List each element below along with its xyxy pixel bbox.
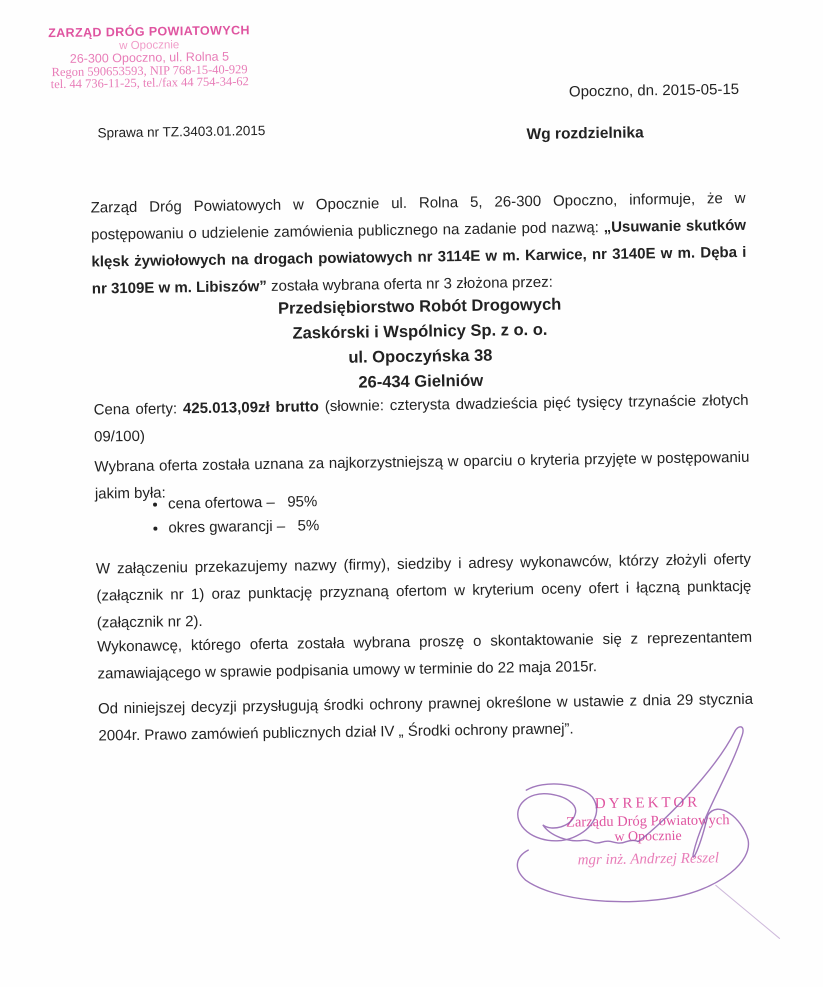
intro-tail-text: została wybrana oferta nr 3 złożona przez: bbox=[266, 273, 553, 295]
date-line: Opoczno, dn. 2015-05-15 bbox=[568, 80, 740, 101]
signature-loop-stroke bbox=[515, 727, 749, 904]
criteria-item-price: • cena ofertowa – 95% bbox=[168, 490, 319, 515]
director-org: Zarządu Dróg Powiatowych bbox=[565, 812, 730, 831]
director-name: mgr inż. Andrzej Reszel bbox=[577, 850, 720, 869]
director-city: w Opocznie bbox=[614, 828, 682, 845]
paragraph-price bbox=[93, 387, 749, 451]
addressee-line: Wg rozdzielnika bbox=[526, 124, 644, 144]
criteria-item-warranty: • okres gwarancji – 5% bbox=[168, 514, 319, 539]
project-title-bold: „Usuwanie skutków klęsk żywiołowych na drogach powiatowych nr 3114E w m. Karwice, nr 3140E w m. Dęba i nr 3109E w m. Libiszów” bbox=[91, 216, 747, 298]
director-title: DYREKTOR bbox=[594, 794, 701, 813]
intro-regular-text: Zarząd Dróg Powiatowych w Opocznie ul. Rolna 5, 26-300 Opoczno, informuje, że w postępowaniu o udzielenie zamówienia publicznego na zadanie pod nazwą: bbox=[90, 189, 746, 244]
price-label: Cena oferty: bbox=[93, 400, 184, 419]
company-city: 26-434 Gielniów bbox=[358, 371, 484, 392]
letterhead-regon-nip: Regon 590653593, NIP 768-15-40-929 bbox=[51, 61, 248, 79]
company-street: ul. Opoczyńska 38 bbox=[348, 346, 493, 367]
criteria-list bbox=[150, 490, 320, 541]
company-name-2: Zaskórski i Wspólnicy Sp. z o. o. bbox=[292, 320, 548, 343]
case-number: Sprawa nr TZ.3403.01.2015 bbox=[97, 122, 266, 141]
paragraph-legal-remedies: Od niniejszej decyzji przysługują środki ochrony prawnej określone w ustawie z dnia 29 stycznia 2004r. Prawo zamówień publicznych dział IV „ Środki ochrony prawnej”. bbox=[97, 690, 754, 745]
letterhead-city: w Opocznie bbox=[119, 38, 180, 52]
paragraph-intro bbox=[90, 185, 747, 303]
company-name: Przedsiębiorstwo Robót Drogowych bbox=[277, 295, 562, 318]
price-value: 425.013,09zł brutto bbox=[182, 398, 320, 418]
signature-ink bbox=[478, 706, 822, 951]
signature-spiral-stroke bbox=[517, 783, 638, 845]
letterhead-stamp bbox=[27, 24, 272, 91]
paragraph-contact: Wykonawcę, którego oferta została wybrana proszę o skontaktowanie się z reprezentantem zamawiającego w sprawie podpisania umowy w terminie do 22 maja 2015r. bbox=[97, 628, 753, 683]
signature-tail-stroke bbox=[716, 884, 780, 939]
paragraph-attachments: W załączeniu przekazujemy nazwy (firmy), siedziby i adresy wykonawców, którzy złożyli oferty (załącznik nr 1) oraz punktację przyznaną ofertom w kryterium oceny ofert i łączną punktację (załącznik nr 2). bbox=[95, 550, 752, 632]
letterhead-phone: tel. 44 736-11-25, tel./fax 44 754-34-62 bbox=[50, 74, 249, 92]
winner-company-block bbox=[92, 290, 748, 400]
letterhead-address: 26-300 Opoczno, ul. Rolna 5 bbox=[69, 49, 230, 66]
paragraph-criteria-intro: Wybrana oferta została uznana za najkorzystniejszą w oparciu o kryteria przyjęte w postępowaniu jakim była: bbox=[94, 448, 750, 503]
letterhead-org-name: ZARZĄD DRÓG POWIATOWYCH bbox=[48, 23, 251, 41]
price-in-words: (słownie: czterysta dwadzieścia pięć tysięcy trzynaście złotych 09/100) bbox=[93, 391, 749, 446]
